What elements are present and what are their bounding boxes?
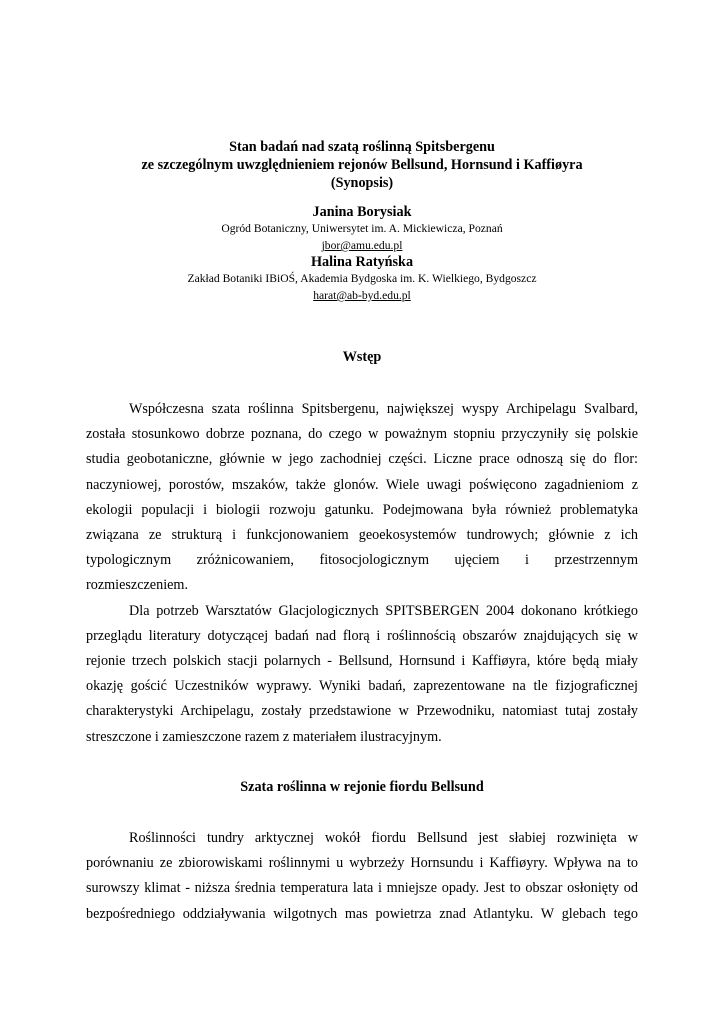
text-line: streszczone i zamieszczone razem z materiałem ilustracyjnym. (86, 728, 442, 745)
text-line: bezpośredniego oddziaływania wilgotnych mas powietrza znad Atlantyku. W glebach tego (86, 905, 638, 922)
section-heading-bellsund: Szata roślinna w rejonie fiordu Bellsund (240, 779, 484, 795)
author-affiliation-2: Zakład Botaniki IBiOŚ, Akademia Bydgoska im. K. Wielkiego, Bydgoszcz (187, 272, 537, 285)
text-line: rejonie trzech polskich stacji polarnych - Bellsund, Hornsund i Kaffiøyra, które będą miały (86, 653, 638, 670)
paragraph-wstep-1 (86, 397, 638, 750)
text-line: Dla potrzeb Warsztatów Glacjologicznych SPITSBERGEN 2004 dokonano krótkiego (129, 602, 638, 619)
text-line: naczyniowej, porostów, mszaków, także glonów. Wiele uwagi poświęcono zagadnieniom z (86, 476, 638, 493)
text-line: rozmieszczeniem. (86, 577, 189, 594)
text-line: przeglądu literatury dotyczącej badań nad florą i roślinnością obszarów znajdujących się w (86, 627, 638, 644)
text-line: typologicznym zróżnicowaniem, fitosocjologicznym ujęciem i przestrzennym (86, 552, 638, 569)
title-line-1: Stan badań nad szatą roślinną Spitsbergenu (229, 139, 495, 155)
text-line: charakterystyki Archipelagu, zostały przedstawione w Przewodniku, natomiast tutaj zostały (86, 703, 638, 720)
text-line: ekologii populacji i biologii rozwoju gatunku. Podejmowana była również problematyka (86, 501, 638, 518)
author-name-1: Janina Borysiak (312, 204, 412, 220)
text-line: Współczesna szata roślinna Spitsbergenu, największej wyspy Archipelagu Svalbard, (129, 401, 638, 417)
text-line: surowszy klimat - niższa średnia temperatura lata i mniejsze opady. Jest to obszar osłonięty od (86, 880, 638, 897)
text-line: porównaniu ze zbiorowiskami roślinnymi u wybrzeży Hornsundu i Kaffiøyry. Wpływa na to (86, 855, 638, 872)
title-line-3: (Synopsis) (330, 175, 394, 191)
text-line: związana ze strukturą i funkcjonowaniem geoekosystemów tundrowych; głównie z ich (86, 527, 638, 544)
text-line: Roślinności tundry arktycznej wokół fiordu Bellsund jest słabiej rozwinięta w (129, 830, 638, 846)
paragraph-bellsund-1 (86, 826, 638, 927)
section-heading-wstep: Wstęp (342, 349, 382, 365)
text-line: została stosunkowo dobrze poznana, do czego w poważnym stopniu przyczyniły się polskie (86, 426, 638, 443)
text-line: okazję gościć Uczestników wyprawy. Wyniki badań, zaprezentowane na tle fizjograficznej (86, 678, 638, 695)
authors-block (0, 204, 724, 304)
title-line-2: ze szczególnym uwzględnieniem rejonów Bellsund, Hornsund i Kaffiøyra (141, 157, 583, 173)
author-email-1[interactable]: jbor@amu.edu.pl (321, 239, 403, 252)
author-affiliation-1: Ogród Botaniczny, Uniwersytet im. A. Mickiewicza, Poznań (221, 222, 503, 235)
author-email-2[interactable]: harat@ab-byd.edu.pl (313, 289, 411, 302)
title-block (0, 138, 724, 192)
author-name-2: Halina Ratyńska (310, 254, 414, 270)
text-line: studia geobotaniczne, głównie w jego zachodniej części. Liczne prace odnoszą się do flor: (86, 451, 638, 468)
